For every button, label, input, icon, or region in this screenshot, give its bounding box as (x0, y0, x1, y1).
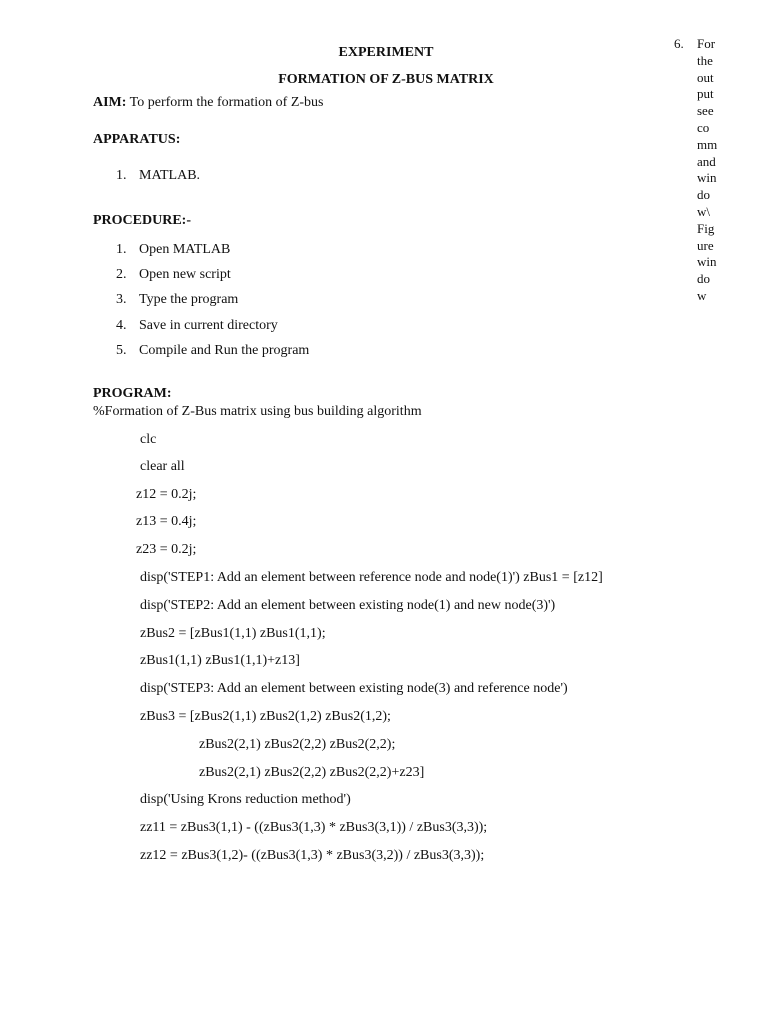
program-comment: %Formation of Z-Bus matrix using bus building algorithm (93, 404, 422, 419)
code-line: zBus2(2,1) zBus2(2,2) zBus2(2,2); (199, 737, 396, 752)
side-note-word: and (697, 153, 716, 169)
code-line: zBus2 = [zBus1(1,1) zBus1(1,1); (140, 626, 326, 641)
code-line: zBus2(2,1) zBus2(2,2) zBus2(2,2)+z23] (199, 765, 425, 780)
code-line: z13 = 0.4j; (136, 514, 197, 529)
code-line: clear all (140, 459, 185, 474)
aim-line (93, 95, 323, 111)
side-note-word: For (697, 36, 716, 51)
side-note-word: Fig (697, 220, 715, 236)
code-line: z12 = 0.2j; (136, 487, 197, 502)
procedure-item-number: 5. (116, 343, 127, 358)
procedure-item-text: Save in current directory (139, 318, 278, 333)
code-line: zBus1(1,1) zBus1(1,1)+z13] (140, 653, 300, 668)
procedure-item-text: Open MATLAB (139, 242, 231, 257)
aim-label: AIM: (93, 95, 127, 110)
code-line: disp('STEP2: Add an element between existing node(1) and new node(3)') (140, 598, 556, 613)
side-note-word: w\ (697, 203, 710, 219)
side-note-word: win (697, 170, 717, 186)
procedure-item (116, 318, 278, 334)
apparatus-item-number: 1. (116, 168, 127, 183)
side-note-word: mm (697, 136, 718, 152)
side-note-number: 6. (674, 36, 684, 51)
procedure-item-number: 2. (116, 267, 127, 282)
procedure-item-text: Compile and Run the program (139, 343, 310, 358)
side-note-word: w (697, 287, 707, 303)
apparatus-item (116, 168, 200, 184)
procedure-item-number: 3. (116, 292, 127, 307)
side-note-word: co (697, 119, 710, 135)
procedure-item-text: Open new script (139, 267, 231, 282)
side-note-word: win (697, 254, 717, 270)
side-note-word: ure (697, 237, 714, 253)
side-note-word: do (697, 187, 710, 203)
code-line: z23 = 0.2j; (136, 542, 197, 557)
procedure-item (116, 267, 231, 283)
aim-text: To perform the formation of Z-bus (126, 95, 324, 110)
experiment-subtitle: FORMATION OF Z-BUS MATRIX (278, 72, 494, 87)
apparatus-item-text: MATLAB. (139, 168, 201, 183)
procedure-item (116, 343, 309, 359)
code-line: disp('STEP1: Add an element between reference node and node(1)') zBus1 = [z12] (140, 570, 603, 585)
program-heading: PROGRAM: (93, 386, 172, 401)
side-note-word: the (697, 52, 713, 68)
procedure-item (116, 292, 238, 308)
side-note-column (697, 36, 737, 305)
experiment-title: EXPERIMENT (338, 45, 434, 60)
code-line: disp('STEP3: Add an element between existing node(3) and reference node') (140, 681, 568, 696)
procedure-heading: PROCEDURE:- (93, 213, 191, 228)
procedure-item-text: Type the program (139, 292, 239, 307)
side-note-word: put (697, 86, 714, 102)
side-note-word: do (697, 271, 710, 287)
code-line: zBus3 = [zBus2(1,1) zBus2(1,2) zBus2(1,2); (140, 709, 391, 724)
procedure-item-number: 4. (116, 318, 127, 333)
procedure-item (116, 242, 230, 258)
side-note-word: out (697, 69, 714, 85)
side-note-word: see (697, 103, 714, 119)
code-line: clc (140, 432, 157, 447)
procedure-item-number: 1. (116, 242, 127, 257)
code-line: zz12 = zBus3(1,2)- ((zBus3(1,3) * zBus3(3,2)) / zBus3(3,3)); (140, 848, 485, 863)
code-line: disp('Using Krons reduction method') (140, 792, 351, 807)
apparatus-heading: APPARATUS: (93, 132, 181, 147)
code-line: zz11 = zBus3(1,1) - ((zBus3(1,3) * zBus3(3,1)) / zBus3(3,3)); (140, 820, 488, 835)
